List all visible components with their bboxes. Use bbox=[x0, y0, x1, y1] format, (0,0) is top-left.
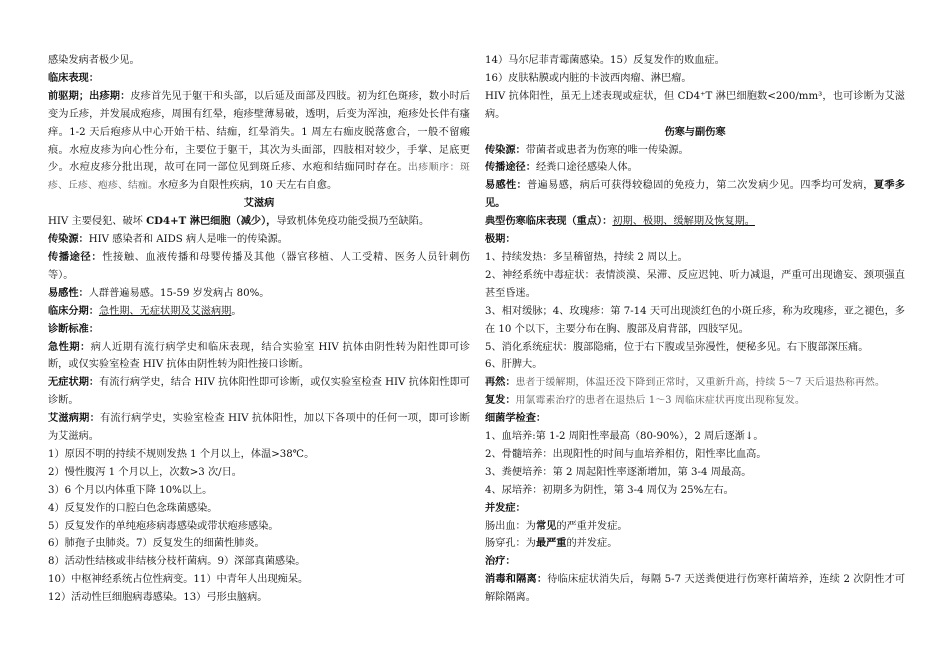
emphasis-text: 夏季多见。 bbox=[485, 179, 906, 210]
list-item: 8）活动性结核或非结核分枝杆菌病。9）深部真菌感染。 bbox=[48, 556, 306, 568]
paragraph bbox=[48, 249, 470, 285]
text-line: 感染发病者极少见。 bbox=[48, 55, 140, 66]
term-label: 传染源： bbox=[485, 143, 526, 156]
section-heading: 诊断标准： bbox=[48, 322, 99, 335]
term-label: 易感性： bbox=[485, 179, 528, 192]
disease-title: 伤寒与副伤寒 bbox=[664, 125, 726, 138]
list-item: 4、尿培养：初期多为阴性，第 3-4 周仅为 25%左右。 bbox=[485, 484, 734, 496]
section-heading: 治疗： bbox=[485, 555, 516, 568]
paragraph-text: 皮疹首先见于躯干和头部，以后延及面部及四肢。初为红色斑疹，数小时后变为丘疹，并发展成疱疹，周围有红晕，疱疹壁薄易破，透明，后变为浑浊，疱疹处长伴有瘙痒。1-2 天后疱疹从中心开始干枯、结痂，红晕消失。1 周左右痂皮脱落愈合，一般不留瘢痕。水痘皮疹为向心性分布，主要位于躯干，其次为头面部，四肢相对较少，手掌、足底更少。水痘皮疹分批出现，故可在同一部位见到斑丘疹、水疱和结痂同时存在。 bbox=[48, 90, 471, 174]
section-heading: 极期： bbox=[485, 233, 516, 246]
paragraph bbox=[48, 339, 470, 375]
paragraph bbox=[48, 374, 470, 410]
paragraph-text: 人群普遍易感。15-59 岁发病占 80%。 bbox=[88, 287, 270, 299]
list-item: 1、血培养:第 1-2 周阳性率最高（80-90%），2 周后逐渐↓。 bbox=[485, 431, 764, 443]
term-label: 再然： bbox=[485, 376, 516, 389]
term-label: 急性期： bbox=[48, 340, 91, 353]
paragraph bbox=[485, 518, 905, 536]
list-item: 2、神经系统中毒症状：表情淡漠、呆滞、反应迟钝、听力减退，严重可出现谵妄、颈项强直甚至昏迷。 bbox=[485, 269, 905, 299]
term-label: 易感性： bbox=[48, 286, 89, 299]
paragraph-text: HIV 感染者和 AIDS 病人是唯一的传染源。 bbox=[88, 234, 288, 246]
term-label: 消毒和隔离： bbox=[485, 573, 548, 586]
list-item: 1）原因不明的持续不规则发热 1 个月以上，体温>38℃。 bbox=[48, 448, 315, 460]
emphasis-text: 常见 bbox=[535, 519, 557, 532]
paragraph-text: 。 bbox=[231, 305, 242, 317]
list-item: 3）6 个月以内体重下降 10%以上。 bbox=[48, 484, 213, 496]
paragraph bbox=[48, 88, 470, 195]
term-label: 复发： bbox=[485, 394, 516, 407]
paragraph-text: 出疹顺序：斑疹、丘疹、疱疹、结痂。 bbox=[48, 162, 471, 192]
paragraph-text: 带菌者或患者为伤寒的唯一传染源。 bbox=[525, 144, 689, 156]
section-heading: 临床表现： bbox=[48, 71, 99, 84]
underlined-text: 急性期、无症状期及艾滋病期 bbox=[98, 305, 232, 317]
list-item: 3、粪便培养：第 2 周起阳性率逐渐增加，第 3-4 周最高。 bbox=[485, 466, 752, 478]
term-label: 传播途径： bbox=[485, 161, 536, 174]
paragraph bbox=[485, 159, 905, 177]
paragraph: HIV 抗体阳性，虽无上述表现或症状，但 CD4⁺T 淋巴细胞数<200/mm³，也可诊断为艾滋病。 bbox=[485, 90, 905, 120]
emphasis-text: CD4+T 淋巴细胞（减少）， bbox=[146, 215, 277, 228]
paragraph bbox=[485, 142, 905, 160]
list-item: 2、骨髓培养：出现阳性的时间与血培养相仿，阳性率比血高。 bbox=[485, 448, 767, 460]
paragraph-text: 病人近期有流行病学史和临床表现，结合实验室 HIV 抗体由阴性转为阳性即可诊断，或仅实验室检查 HIV 抗体由阴性转为阳性接口诊断。 bbox=[48, 341, 470, 371]
paragraph-text: 的并发症。 bbox=[566, 538, 618, 550]
paragraph bbox=[48, 410, 470, 446]
paragraph-text: 导致机体免疫功能受损乃至缺陷。 bbox=[276, 216, 430, 228]
term-label: 临床分期： bbox=[48, 304, 99, 317]
paragraph-text: 普遍易感，病后可获得较稳固的免疫力，第二次发病少见。四季均可发病， bbox=[527, 180, 874, 192]
list-item: 3、相对缓脉；4、玫瑰疹：第 7-14 天可出现淡红色的小斑丘疹，称为玫瑰疹，亚之褪色，多在 10 个以下，主要分布在胸、腹部及肩背部，四肢罕见。 bbox=[485, 305, 905, 335]
term-label: 前驱期；出疹期： bbox=[48, 89, 131, 102]
list-item: 5、消化系统症状：腹部隐痛，位于右下腹或呈弥漫性，便秘多见。右下腹部深压痛。 bbox=[485, 341, 869, 353]
paragraph-text: 有流行病学史，实验室检查 HIV 抗体阳性，加以下各项中的任何一项，即可诊断为艾滋病。 bbox=[48, 413, 470, 443]
section-heading: 细菌学检查： bbox=[485, 412, 547, 425]
paragraph-text: 性接触、血液传播和母婴传播及其他（器官移植、人工受精、医务人员针刺伤等）。 bbox=[48, 251, 470, 281]
paragraph bbox=[485, 535, 905, 553]
paragraph-text: 患者于缓解期，体温还没下降到正常时，又重新升高，持续 5～7 天后退热称再然。 bbox=[515, 377, 885, 389]
term-label: 典型伤寒临床表现（重点）： bbox=[485, 215, 613, 228]
list-item: 10）中枢神经系统占位性病变。11）中青年人出现痴呆。 bbox=[48, 574, 309, 586]
emphasis-text: 最严重 bbox=[535, 537, 567, 550]
paragraph bbox=[48, 285, 470, 303]
paragraph-text: 肠穿孔：为 bbox=[485, 538, 536, 550]
term-label: 无症状期： bbox=[48, 376, 100, 389]
paragraph-text: 有流行病学史，结合 HIV 抗体阳性即可诊断，或仅实验室检查 HIV 抗体阳性即可诊断。 bbox=[48, 377, 471, 407]
paragraph-text: HIV 主要侵犯、破坏 bbox=[48, 216, 147, 228]
list-item: 6）肺孢子虫肺炎。7）反复发生的细菌性肺炎。 bbox=[48, 538, 265, 550]
paragraph bbox=[48, 303, 470, 321]
list-item: 16）皮肤粘膜或内脏的卡波西肉瘤、淋巴瘤。 bbox=[485, 72, 692, 84]
paragraph bbox=[485, 374, 905, 392]
term-label: 艾滋病期： bbox=[48, 412, 100, 425]
list-item: 1、持续发热：多呈稽留热，持续 2 周以上。 bbox=[485, 251, 688, 263]
list-item: 14）马尔尼菲青霉菌感染。15）反复发作的败血症。 bbox=[485, 55, 725, 66]
term-label: 传播途径： bbox=[48, 250, 103, 263]
paragraph bbox=[485, 571, 905, 607]
list-item: 4）反复发作的口腔白色念珠菌感染。 bbox=[48, 502, 218, 514]
paragraph-text: 的严重并发症。 bbox=[556, 520, 628, 532]
right-column bbox=[485, 52, 905, 607]
list-item: 6、肝脾大。 bbox=[485, 359, 543, 371]
left-column bbox=[48, 52, 470, 607]
paragraph-text: 肠出血：为 bbox=[485, 520, 536, 532]
disease-title: 艾滋病 bbox=[243, 197, 275, 210]
list-item: 5）反复发作的单纯疱疹病毒感染或带状疱疹感染。 bbox=[48, 520, 279, 532]
paragraph bbox=[485, 177, 905, 213]
paragraph-text: 经粪口途径感染人体。 bbox=[535, 162, 638, 174]
paragraph bbox=[48, 213, 470, 231]
paragraph bbox=[485, 213, 905, 231]
paragraph-text: 待临床症状消失后，每隔 5-7 天送粪便进行伤寒杆菌培养，连续 2 次阴性才可解除隔离。 bbox=[485, 574, 906, 604]
section-heading: 并发症： bbox=[485, 501, 526, 514]
paragraph-text: 用氯霉素治疗的患者在退热后 1～3 周临床症状再度出现称复发。 bbox=[515, 395, 805, 407]
paragraph-text: 水痘多为自限性疾病，10 天左右自愈。 bbox=[157, 180, 338, 192]
underlined-text: 初期、极期、缓解期及恢复期。 bbox=[612, 216, 755, 228]
list-item: 12）活动性巨细胞病毒感染。13）弓形虫脑病。 bbox=[48, 592, 268, 604]
paragraph bbox=[48, 231, 470, 249]
term-label: 传染源： bbox=[48, 233, 89, 246]
paragraph bbox=[485, 392, 905, 410]
list-item: 2）慢性腹泻 1 个月以上，次数>3 次/日。 bbox=[48, 466, 242, 478]
